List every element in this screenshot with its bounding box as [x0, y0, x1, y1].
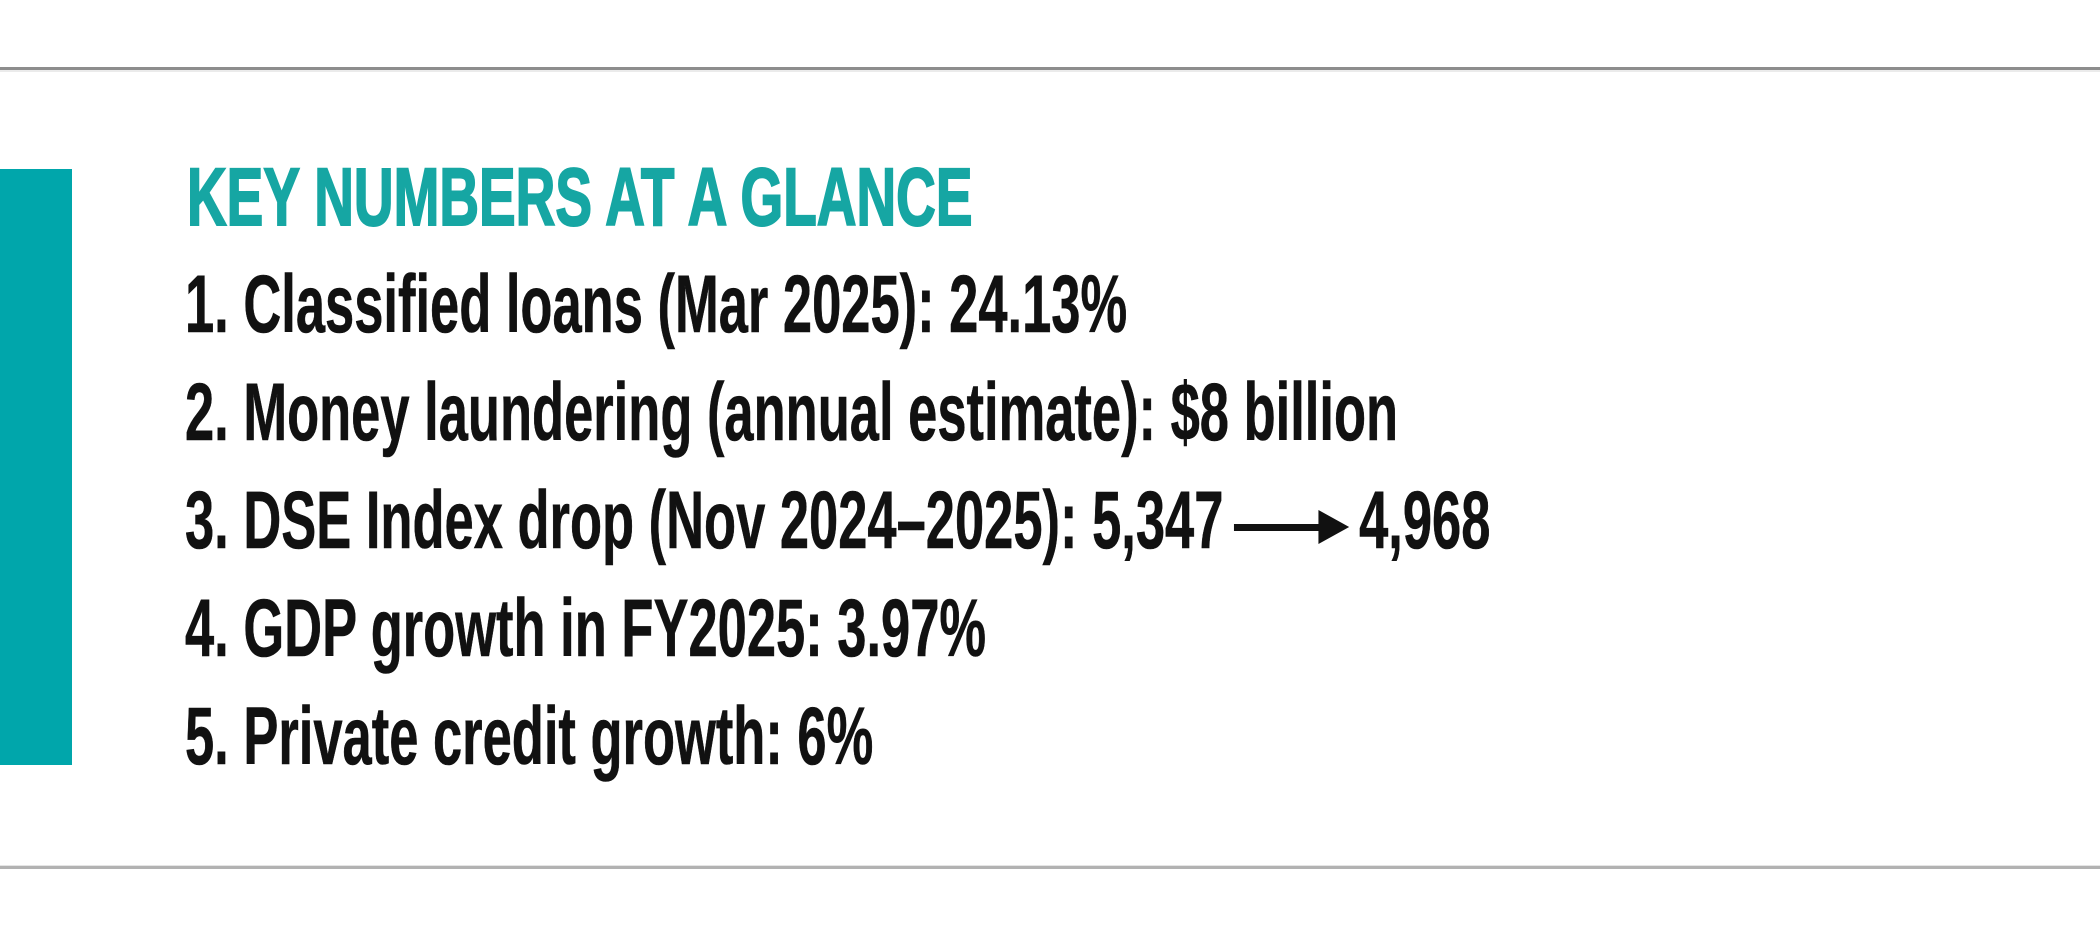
arrow-shaft [1234, 524, 1329, 531]
card-title: KEY NUMBERS AT A GLANCE [187, 152, 973, 243]
list-item-text-after-arrow: 4,968 [1359, 475, 1491, 566]
list-item [185, 467, 1490, 575]
top-divider [0, 67, 2100, 70]
list-item-text: 4. GDP growth in FY2025: 3.97% [185, 583, 987, 674]
list-item-text: 3. DSE Index drop (Nov 2024–2025): 5,347 [185, 475, 1224, 566]
list-item [185, 359, 1490, 467]
list-item-text: 1. Classified loans (Mar 2025): 24.13% [185, 259, 1128, 350]
list-item-text: 2. Money laundering (annual estimate): $8 billion [185, 367, 1399, 458]
list-item [185, 683, 1490, 791]
long-right-arrow-icon [1234, 510, 1349, 544]
accent-bar [0, 169, 72, 765]
arrow-head [1318, 510, 1349, 544]
list-item [185, 575, 1490, 683]
bottom-divider [0, 866, 2100, 869]
list-item-text: 5. Private credit growth: 6% [185, 691, 874, 782]
key-numbers-list [185, 251, 2100, 791]
list-item [185, 251, 1490, 359]
